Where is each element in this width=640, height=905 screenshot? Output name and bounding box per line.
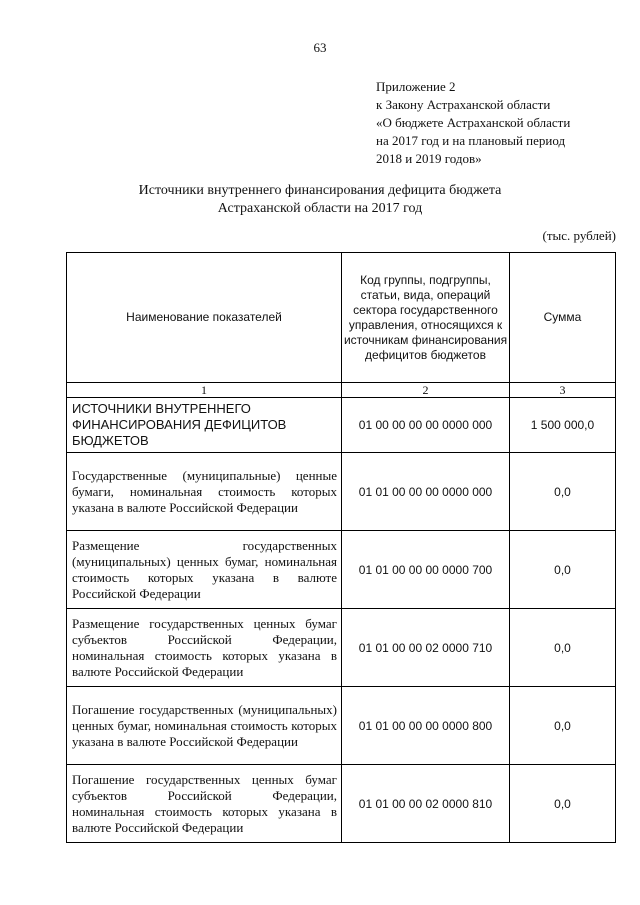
row-name: Размещение государственных ценных бумаг субъектов Российской Федерации, номинальная стоимость которых указана в валюте Российской Федерации [67, 609, 342, 687]
appendix-line: 2018 и 2019 годов» [376, 151, 482, 166]
column-number: 1 [67, 383, 342, 398]
row-sum: 1 500 000,0 [510, 398, 616, 453]
column-number: 2 [342, 383, 510, 398]
document-title-line: Астраханской области на 2017 год [217, 201, 423, 216]
row-code: 01 01 00 00 00 0000 800 [342, 687, 510, 765]
column-number: 3 [510, 383, 616, 398]
appendix-line: «О бюджете Астраханской области [376, 115, 571, 130]
table-row [67, 687, 616, 765]
table-header-row [67, 253, 616, 383]
table-row [67, 531, 616, 609]
header-name: Наименование показателей [67, 253, 342, 383]
row-code: 01 00 00 00 00 0000 000 [342, 398, 510, 453]
page-number: 63 [313, 40, 327, 55]
column-number-row [67, 383, 616, 398]
appendix-line: на 2017 год и на плановый период [376, 133, 566, 148]
row-code: 01 01 00 00 02 0000 710 [342, 609, 510, 687]
row-name: Государственные (муниципальные) ценные бумаги, номинальная стоимость которых указана в валюте Российской Федерации [67, 453, 342, 531]
header-sum: Сумма [510, 253, 616, 383]
appendix-line: к Закону Астраханской области [376, 97, 551, 112]
table-row [67, 398, 616, 453]
row-sum: 0,0 [510, 687, 616, 765]
row-code: 01 01 00 00 00 0000 000 [342, 453, 510, 531]
row-name: Размещение государственных (муниципальных) ценных бумаг, номинальная стоимость которых указана в валюте Российской Федерации [67, 531, 342, 609]
units-label: (тыс. рублей) [542, 228, 616, 243]
appendix-reference [376, 78, 570, 168]
row-sum: 0,0 [510, 531, 616, 609]
table-row [67, 765, 616, 843]
table-row [67, 453, 616, 531]
financing-sources-table [66, 252, 616, 843]
header-code: Код группы, подгруппы, статьи, вида, операций сектора государственного управления, относящихся к источникам финансирования дефицитов бюджетов [342, 253, 510, 383]
row-name: Погашение государственных (муниципальных) ценных бумаг, номинальная стоимость которых указана в валюте Российской Федерации [67, 687, 342, 765]
appendix-line: Приложение 2 [376, 79, 456, 94]
row-code: 01 01 00 00 02 0000 810 [342, 765, 510, 843]
row-sum: 0,0 [510, 453, 616, 531]
row-code: 01 01 00 00 00 0000 700 [342, 531, 510, 609]
row-sum: 0,0 [510, 765, 616, 843]
document-title [0, 182, 640, 218]
row-sum: 0,0 [510, 609, 616, 687]
row-name: ИСТОЧНИКИ ВНУТРЕННЕГО ФИНАНСИРОВАНИЯ ДЕФИЦИТОВ БЮДЖЕТОВ [67, 398, 342, 453]
document-title-line: Источники внутреннего финансирования дефицита бюджета [138, 183, 502, 198]
row-name: Погашение государственных ценных бумаг субъектов Российской Федерации, номинальная стоимость которых указана в валюте Российской Федерации [67, 765, 342, 843]
table-row [67, 609, 616, 687]
